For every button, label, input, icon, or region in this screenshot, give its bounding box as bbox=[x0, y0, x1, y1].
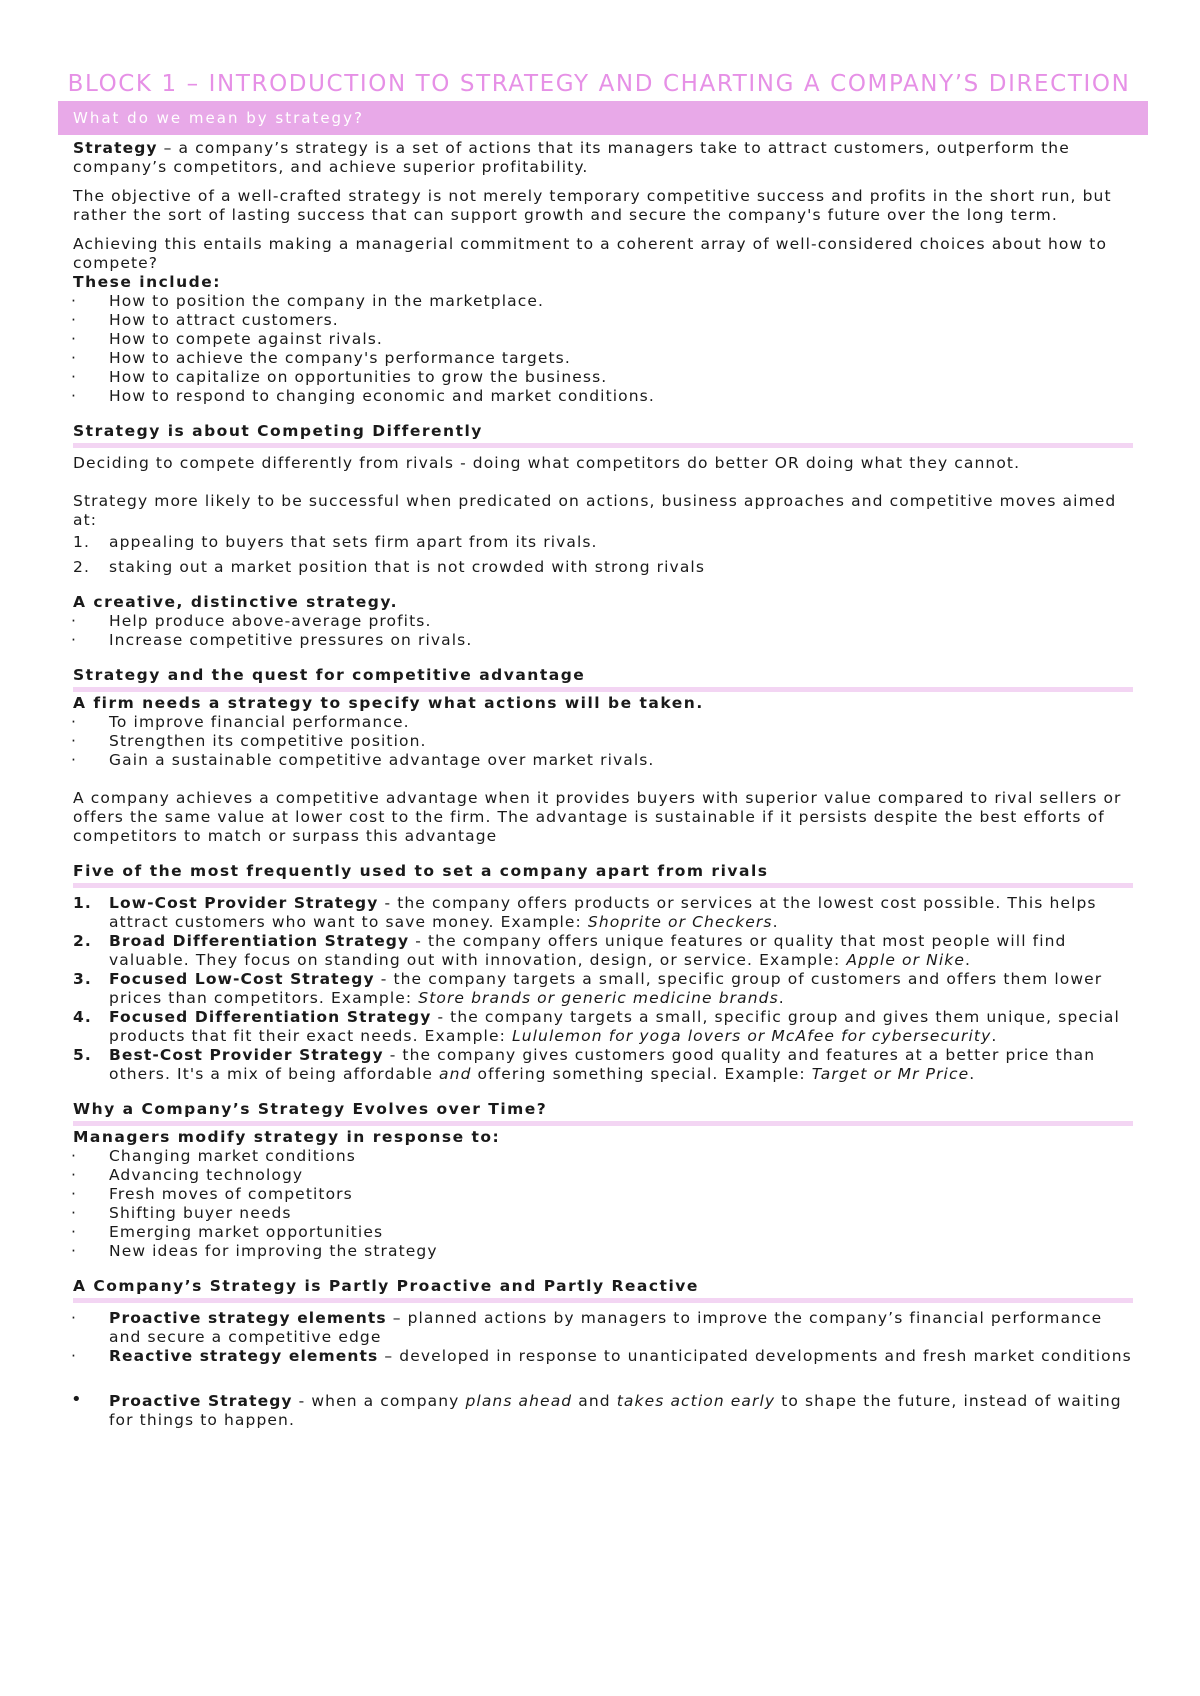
advantage-paragraph: A company achieves a competitive advantage when it provides buyers with superior value compared to rival sellers or offers the same value at lower cost to the firm. The advantage is sustainable if it persists despite the best efforts of competitors to match or surpass this advantage bbox=[73, 789, 1122, 845]
document-title: BLOCK 1 – INTRODUCTION TO STRATEGY AND CHARTING A COMPANY’S DIRECTION bbox=[67, 71, 1131, 97]
list-item: 1. appealing to buyers that sets firm apart from its rivals. bbox=[73, 533, 598, 551]
proactive-list bbox=[73, 1309, 1133, 1366]
heading-rule bbox=[73, 1298, 1133, 1303]
includes-label: These include: bbox=[73, 273, 221, 291]
bullet-icon: • bbox=[71, 1389, 83, 1410]
list-item: · How to compete against rivals. bbox=[73, 330, 1133, 349]
list-item: · How to position the company in the marketplace. bbox=[73, 292, 1133, 311]
list-item: · Fresh moves of competitors bbox=[73, 1185, 1133, 1204]
list-item: 5. Best-Cost Provider Strategy - the company gives customers good quality and features at a better price than others. It's a mix of being affordable and offering something special. Example: Target or Mr Price. bbox=[73, 1046, 1096, 1083]
list-item: 2. Broad Differentiation Strategy - the company offers unique features or quality that most people will find valuable. They focus on standing out with innovation, design, or service. Example: Apple or Nike. bbox=[73, 932, 1067, 969]
creative-list bbox=[73, 612, 1133, 650]
list-item: · New ideas for improving the strategy bbox=[73, 1242, 1133, 1261]
list-item: · Proactive strategy elements – planned actions by managers to improve the company’s financial performance and secure a competitive edge bbox=[73, 1309, 1133, 1347]
list-item: 3. Focused Low-Cost Strategy - the company targets a small, specific group of customers and offers them lower prices than competitors. Example: Store brands or generic medicine brands. bbox=[73, 970, 1103, 1007]
section-banner: What do we mean by strategy? bbox=[58, 101, 1148, 135]
list-item: · Reactive strategy elements – developed in response to unanticipated developments and fresh market conditions bbox=[73, 1347, 1133, 1366]
list-item: · Emerging market opportunities bbox=[73, 1223, 1133, 1242]
list-item: · How to respond to changing economic and market conditions. bbox=[73, 387, 1133, 406]
list-item: · Changing market conditions bbox=[73, 1147, 1133, 1166]
list-item: 1. Low-Cost Provider Strategy - the company offers products or services at the lowest cost possible. This helps attract customers who want to save money. Example: Shoprite or Checkers. bbox=[73, 894, 1097, 931]
five-strategies-list bbox=[73, 894, 1133, 1084]
list-item: 4. Focused Differentiation Strategy - the company targets a small, specific group and gives them unique, special products that fit their exact needs. Example: Lululemon for yoga lovers or McAfee for cybersecurity. bbox=[73, 1008, 1120, 1045]
strategy-commitment: Achieving this entails making a managerial commitment to a coherent array of well-considered choices about how to compete? bbox=[73, 235, 1108, 272]
list-item: · How to capitalize on opportunities to grow the business. bbox=[73, 368, 1133, 387]
list-item: 2. staking out a market position that is not crowded with strong rivals bbox=[73, 558, 705, 576]
list-item: · How to attract customers. bbox=[73, 311, 1133, 330]
strategy-objective: The objective of a well-crafted strategy is not merely temporary competitive success and profits in the short run, but rather the sort of lasting success that can support growth and secure the company's future over the long term. bbox=[73, 187, 1112, 224]
heading-advantage: Strategy and the quest for competitive advantage bbox=[73, 666, 586, 684]
document-page bbox=[67, 70, 1133, 1430]
list-item: • Proactive Strategy - when a company plans ahead and takes action early to shape the future, instead of waiting for things to happen. bbox=[71, 1389, 1122, 1429]
list-item: · Strengthen its competitive position. bbox=[73, 732, 1133, 751]
evolves-sub: Managers modify strategy in response to: bbox=[73, 1128, 501, 1146]
heading-rule bbox=[73, 883, 1133, 888]
heading-competing: Strategy is about Competing Differently bbox=[73, 422, 483, 440]
competing-list bbox=[73, 533, 1133, 577]
strategy-definition: Strategy – a company’s strategy is a set of actions that its managers take to attract customers, outperform the company’s competitors, and achieve superior profitability. bbox=[73, 139, 1070, 176]
heading-five-strategies: Five of the most frequently used to set a company apart from rivals bbox=[73, 862, 769, 880]
competing-paragraph-1: Deciding to compete differently from rivals - doing what competitors do better OR doing what they cannot. bbox=[73, 454, 1021, 472]
list-item: · How to achieve the company's performance targets. bbox=[73, 349, 1133, 368]
heading-rule bbox=[73, 1121, 1133, 1126]
competing-paragraph-2: Strategy more likely to be successful when predicated on actions, business approaches and competitive moves aimed at: bbox=[73, 492, 1117, 529]
list-item: · Increase competitive pressures on rivals. bbox=[73, 631, 1133, 650]
heading-rule bbox=[73, 443, 1133, 448]
list-item: · Advancing technology bbox=[73, 1166, 1133, 1185]
advantage-list bbox=[73, 713, 1133, 770]
list-item: · To improve financial performance. bbox=[73, 713, 1133, 732]
proactive-strategy-item bbox=[71, 1389, 1133, 1430]
heading-rule bbox=[73, 687, 1133, 692]
creative-label: A creative, distinctive strategy. bbox=[73, 593, 398, 611]
evolves-list bbox=[73, 1147, 1133, 1261]
advantage-sub: A firm needs a strategy to specify what actions will be taken. bbox=[73, 694, 704, 712]
heading-evolves: Why a Company’s Strategy Evolves over Time? bbox=[73, 1100, 548, 1118]
heading-proactive-reactive: A Company’s Strategy is Partly Proactive and Partly Reactive bbox=[73, 1277, 699, 1295]
list-item: · Gain a sustainable competitive advantage over market rivals. bbox=[73, 751, 1133, 770]
list-item: · Help produce above-average profits. bbox=[73, 612, 1133, 631]
includes-list bbox=[73, 292, 1133, 406]
list-item: · Shifting buyer needs bbox=[73, 1204, 1133, 1223]
